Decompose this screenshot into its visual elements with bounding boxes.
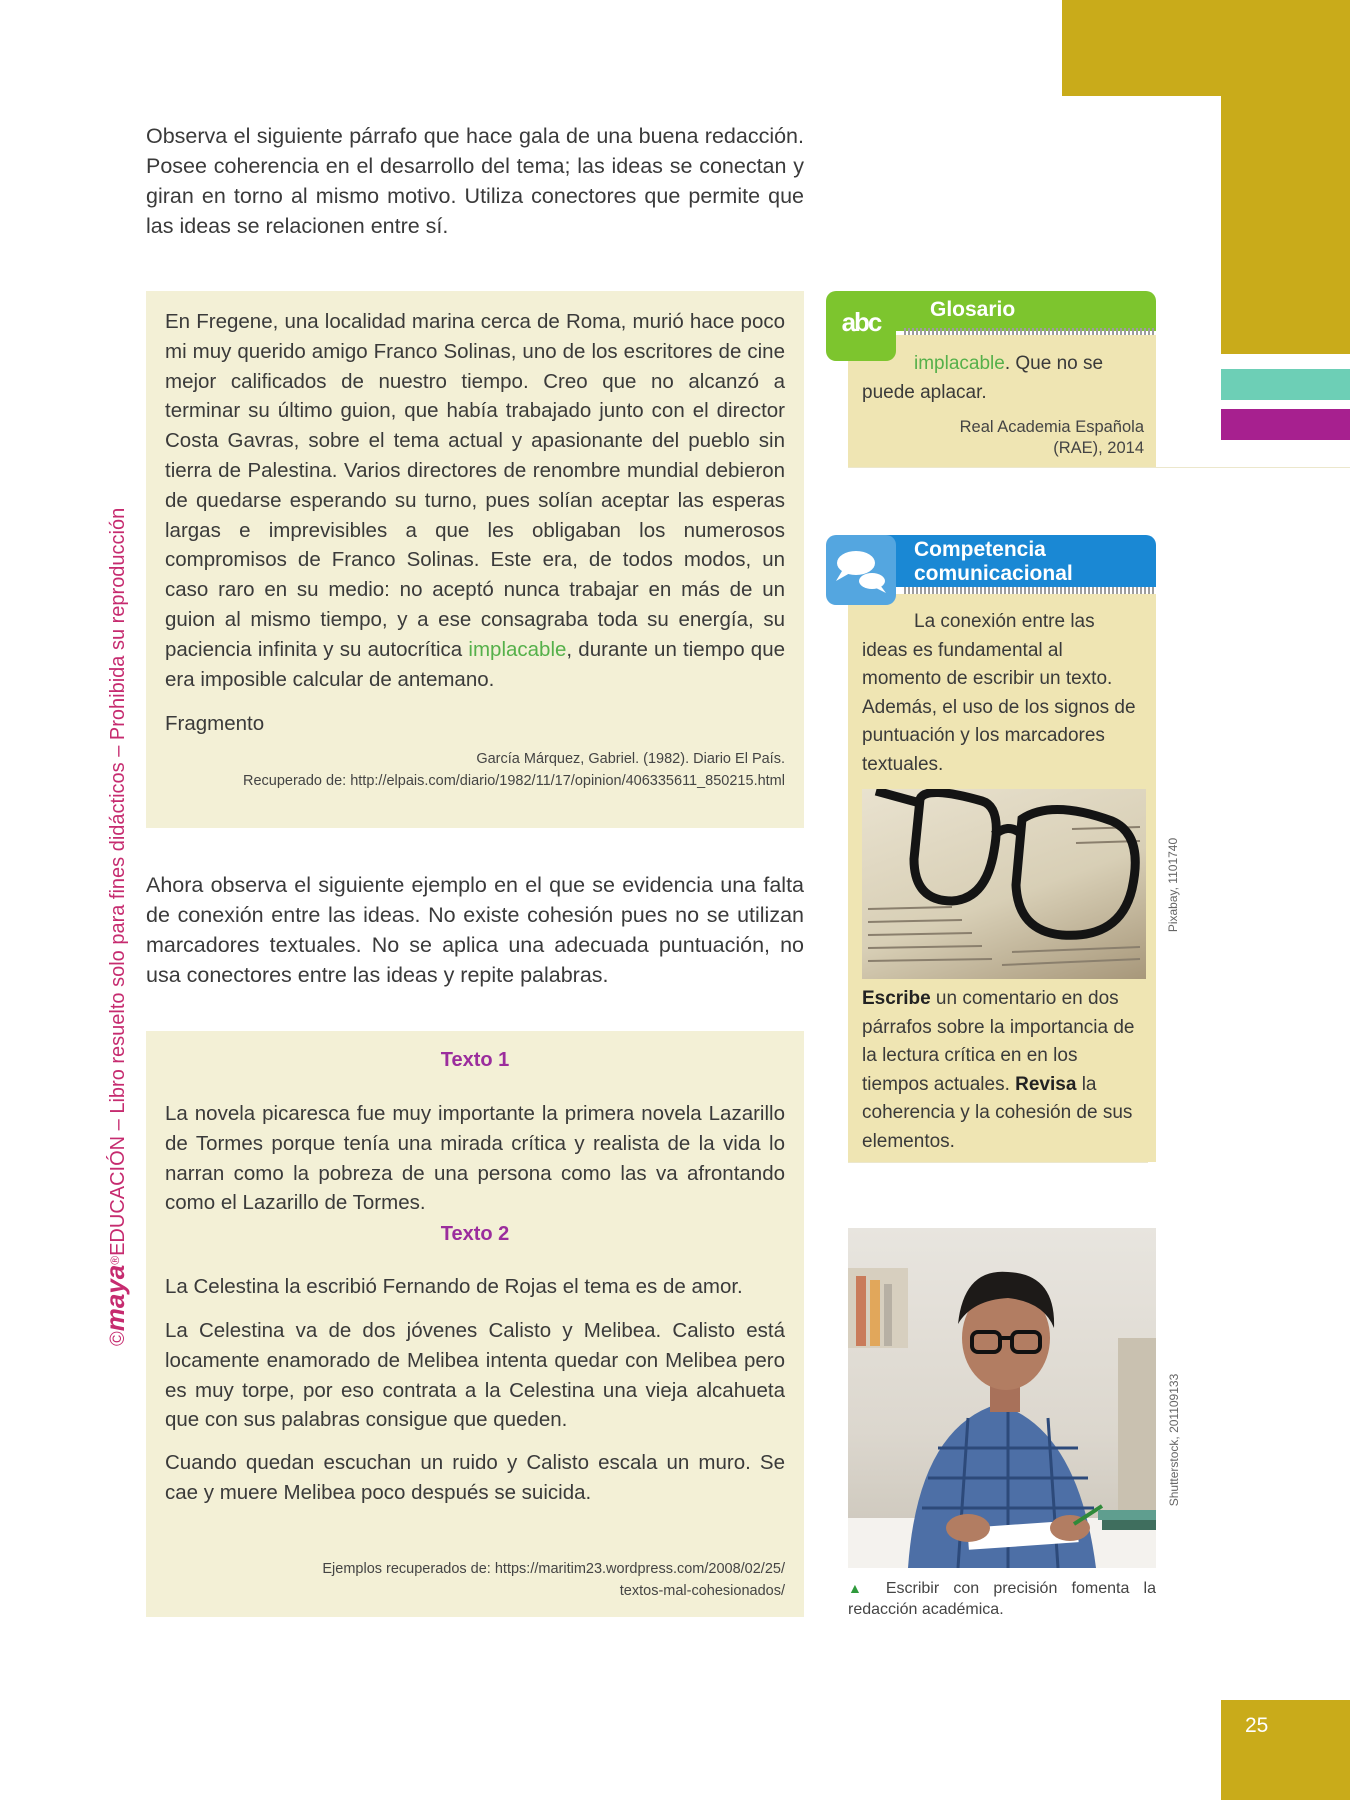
glasses-illustration — [862, 789, 1146, 979]
intro-paragraph: Observa el siguiente párrafo que hace gala de una buena redacción. Posee coherencia en el desarrollo del tema; las ideas se conectan y giran en torno al mismo motivo. Utiliza conectores que permite que las ideas se relacionen entre sí. — [146, 124, 804, 238]
glossary-term: implacable — [914, 353, 1005, 374]
excerpt-source-line1: García Márquez, Gabriel. (1982). Diario El País. — [476, 751, 785, 767]
glossary-definition-text: . Que no se puede aplacar. — [862, 353, 1104, 403]
glossary-source-line1: Real Academia Española — [959, 418, 1144, 436]
glasses-photo — [862, 789, 1146, 979]
glossary-hatch — [904, 328, 1156, 335]
top-color-band — [1062, 0, 1350, 96]
task-bold-revisa: Revisa — [1015, 1073, 1077, 1095]
fragment-label: Fragmento — [165, 712, 265, 735]
texto2-paragraph-2: La Celestina va de dos jóvenes Calisto y Melibea. Calisto está locamente enamorado de Melibea intenta quedar con Melibea pero es muy torpe, por eso contrata a la Celestina una vieja alcahueta que con sus palabras consigue que queden. — [165, 1319, 785, 1432]
competencia-title-line2: comunicacional — [914, 562, 1073, 585]
texto1-body: La novela picaresca fue muy importante la primera novela Lazarillo de Tormes porque tenía una mirada crítica y realista de la vida lo narran como la pobreza de una persona como las va afrontando como el Lazarillo de Tormes. — [165, 1102, 785, 1215]
page-number-tab — [1221, 1700, 1350, 1800]
excerpt-before: En Fregene, una localidad marina cerca de Roma, murió hace poco mi muy querido amigo Franco Solinas, uno de los escritores de cine mejor calificados de nuestro tiempo. Creo que no alcanzó a terminar su último guion, que había trabajado junto con el director Costa Gavras, sobre el tema actual y apasionante del pueblo sin tierra de Palestina. Varios directores de renombre mundial debieron de quedarse esperando su turno, pues solían aceptar las esperas largas e imprevisibles a que les obligaban los numerosos compromisos de Franco Solinas. Este era, de todos modos, un caso raro en su medio: no aceptó nunca trabajar en más de un guion al mismo tiempo, y a ese consagraba toda su energía, su paciencia infinita y su autocrítica — [165, 310, 785, 661]
examples-source-line1: Ejemplos recuperados de: https://maritim23.wordpress.com/2008/02/25/ — [322, 1561, 785, 1577]
glasses-photo-credit: Pixabay, 1101740 — [1166, 837, 1180, 933]
task-bold-escribe: Escribe — [862, 988, 931, 1009]
glossary-title: Glosario — [930, 298, 1016, 321]
competencia-text: La conexión entre las ideas es fundamental al momento de escribir un texto. Además, el uso de los signos de puntuación y los marcadores textuales. — [862, 611, 1136, 775]
texto2-title: Texto 2 — [440, 1223, 510, 1245]
excerpt-box — [146, 291, 804, 828]
side-watermark — [97, 507, 133, 1346]
excerpt-source-line2: Recuperado de: http://elpais.com/diario/1982/11/17/opinion/406335611_850215.html — [242, 773, 785, 789]
divider-line — [848, 467, 1350, 468]
abc-icon-letters: abc — [841, 307, 881, 337]
task-text-1: un comentario en dos párrafos sobre la importancia de la lectura crítica en en los tiempos actuales. — [862, 988, 1135, 1095]
task-text-2: la coherencia y la cohesión de sus elementos. — [862, 1073, 1133, 1152]
brand-logo: maya — [100, 1264, 130, 1332]
competencia-box — [848, 535, 1156, 1162]
examples-box — [146, 1031, 804, 1617]
excerpt-after: , durante un tiempo que era imposible calcular de antemano. — [165, 637, 786, 691]
texto1-title: Texto 1 — [440, 1049, 510, 1071]
competencia-hatch — [904, 587, 1156, 594]
caption-triangle-icon: ▲ — [848, 1580, 872, 1596]
teal-tab — [1221, 369, 1350, 400]
competencia-task — [862, 985, 1138, 1156]
glossary-source-line2: (RAE), 2014 — [1053, 439, 1144, 457]
student-illustration — [848, 1228, 1156, 1568]
caption-text: Escribir con precisión fomenta la redacción académica. — [848, 1580, 1157, 1618]
watermark-text: EDUCACIÓN – Libro resuelto solo para fines didácticos – Prohibida su reproducción — [107, 507, 129, 1256]
glossary-source — [960, 417, 1144, 459]
examples-source — [165, 1558, 785, 1602]
chat-icon — [826, 535, 896, 605]
texto2-paragraph-3: Cuando quedan escuchan un ruido y Calisto escala un muro. Se cae y muere Melibea poco después se suicida. — [165, 1451, 785, 1504]
student-photo — [848, 1228, 1156, 1568]
abc-icon — [826, 291, 896, 361]
excerpt-source — [165, 748, 785, 792]
divider-line — [848, 1162, 1148, 1163]
copyright-symbol: © — [107, 1331, 129, 1346]
registered-icon: ® — [108, 1255, 122, 1265]
second-intro-paragraph: Ahora observa el siguiente ejemplo en el que se evidencia una falta de conexión entre las ideas. No existe cohesión pues no se utilizan marcadores textuales. No se aplica una adecuada puntuación, no usa conectores entre las ideas y repite palabras. — [146, 873, 804, 987]
examples-source-line2: textos-mal-cohesionados/ — [619, 1583, 785, 1599]
photo-caption — [848, 1578, 1156, 1620]
speech-bubbles-icon — [826, 535, 896, 605]
student-photo-credit: Shutterstock, 201109133 — [1167, 1373, 1181, 1507]
texto2-paragraph-1: La Celestina la escribió Fernando de Rojas el tema es de amor. — [165, 1275, 743, 1298]
right-color-band — [1221, 96, 1350, 354]
glossary-definition — [862, 350, 1142, 407]
excerpt-highlight: implacable — [468, 637, 567, 661]
magenta-tab — [1221, 409, 1350, 440]
page-number: 25 — [1245, 1714, 1269, 1737]
excerpt-text — [165, 307, 785, 694]
competencia-title-line1: Competencia — [914, 538, 1046, 561]
competencia-title — [914, 538, 1073, 586]
